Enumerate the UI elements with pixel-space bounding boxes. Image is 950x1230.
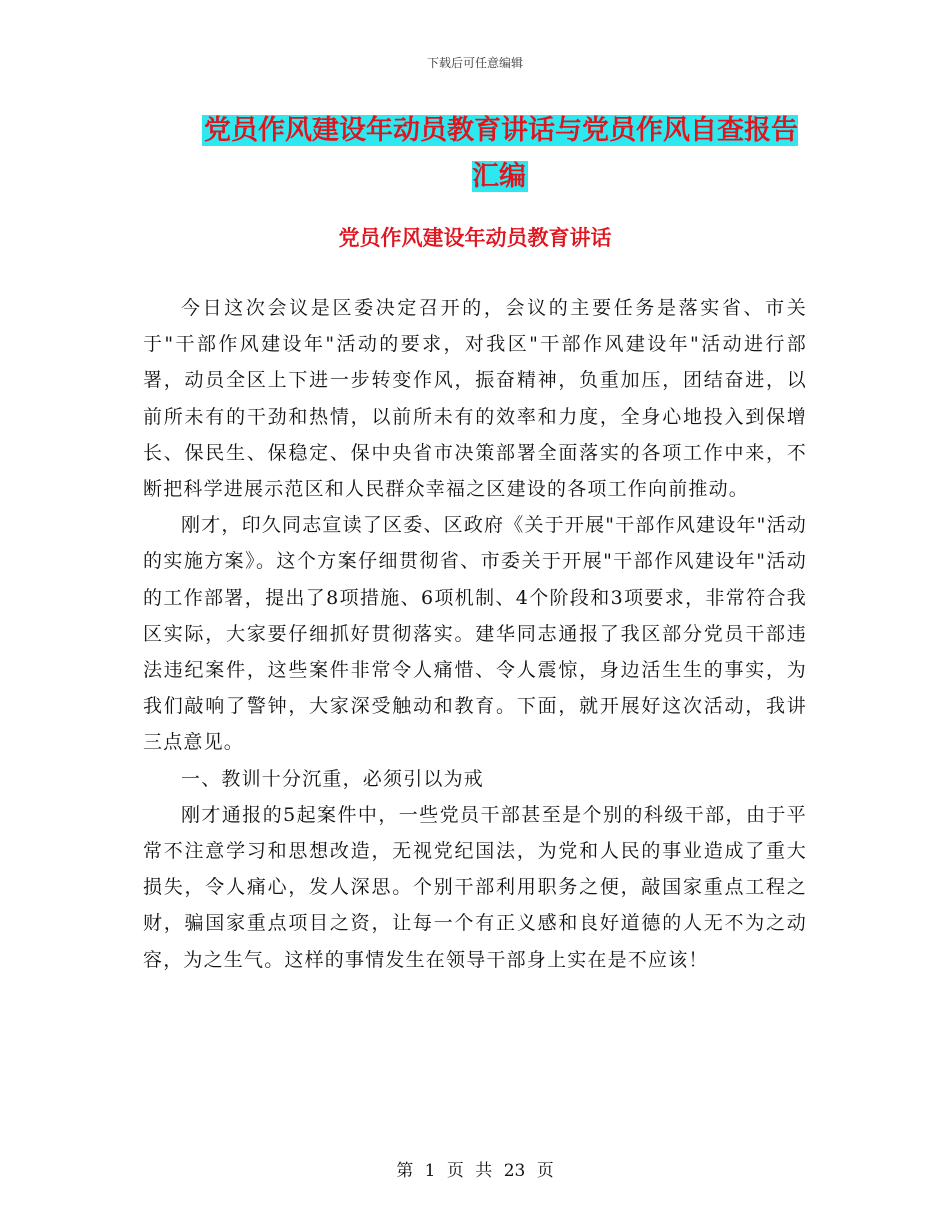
section-title: 党员作风建设年动员教育讲话 xyxy=(338,225,612,250)
page-number: 第 1 页 共 23 页 xyxy=(396,1161,554,1181)
paragraph: 刚才，印久同志宣读了区委、区政府《关于开展"干部作风建设年"活动的实施方案》。这个方案仔细贯彻省、市委关于开展"干部作风建设年"活动的工作部署，提出了8项措施、6项机制、4个阶段和3项要求，非常符合我区实际，大家要仔细抓好贯彻落实。建华同志通报了我区部分党员干部违法违纪案件，这些案件非常令人痛惜、令人震惊，身边活生生的事实，为我们敲响了警钟，大家深受触动和教育。下面，就开展好这次活动，我讲三点意见。 xyxy=(143,514,807,754)
header-note: 下载后可任意编辑 xyxy=(426,56,523,70)
section-heading: 一、教训十分沉重，必须引以为戒 xyxy=(181,767,485,790)
document-body xyxy=(143,290,807,978)
document-title-text: 党员作风建设年动员教育讲话与党员作风自查报告汇编 xyxy=(204,115,798,192)
paragraph: 今日这次会议是区委决定召开的，会议的主要任务是落实省、市关于"干部作风建设年"活动的要求，对我区"干部作风建设年"活动进行部署，动员全区上下进一步转变作风，振奋精神，负重加压，团结奋进，以前所未有的干劲和热情，以前所未有的效率和力度，全身心地投入到保增长、保民生、保稳定、保中央省市决策部署全面落实的各项工作中来，不断把科学进展示范区和人民群众幸福之区建设的各项工作向前推动。 xyxy=(143,297,807,501)
document-title xyxy=(190,108,810,200)
paragraph: 刚才通报的5起案件中，一些党员干部甚至是个别的科级干部，由于平常不注意学习和思想改造，无视党纪国法，为党和人民的事业造成了重大损失，令人痛心，发人深思。个别干部利用职务之便，敲国家重点工程之财，骗国家重点项目之资，让每一个有正义感和良好道德的人无不为之动容，为之生气。这样的事情发生在领导干部身上实在是不应该！ xyxy=(143,803,807,971)
